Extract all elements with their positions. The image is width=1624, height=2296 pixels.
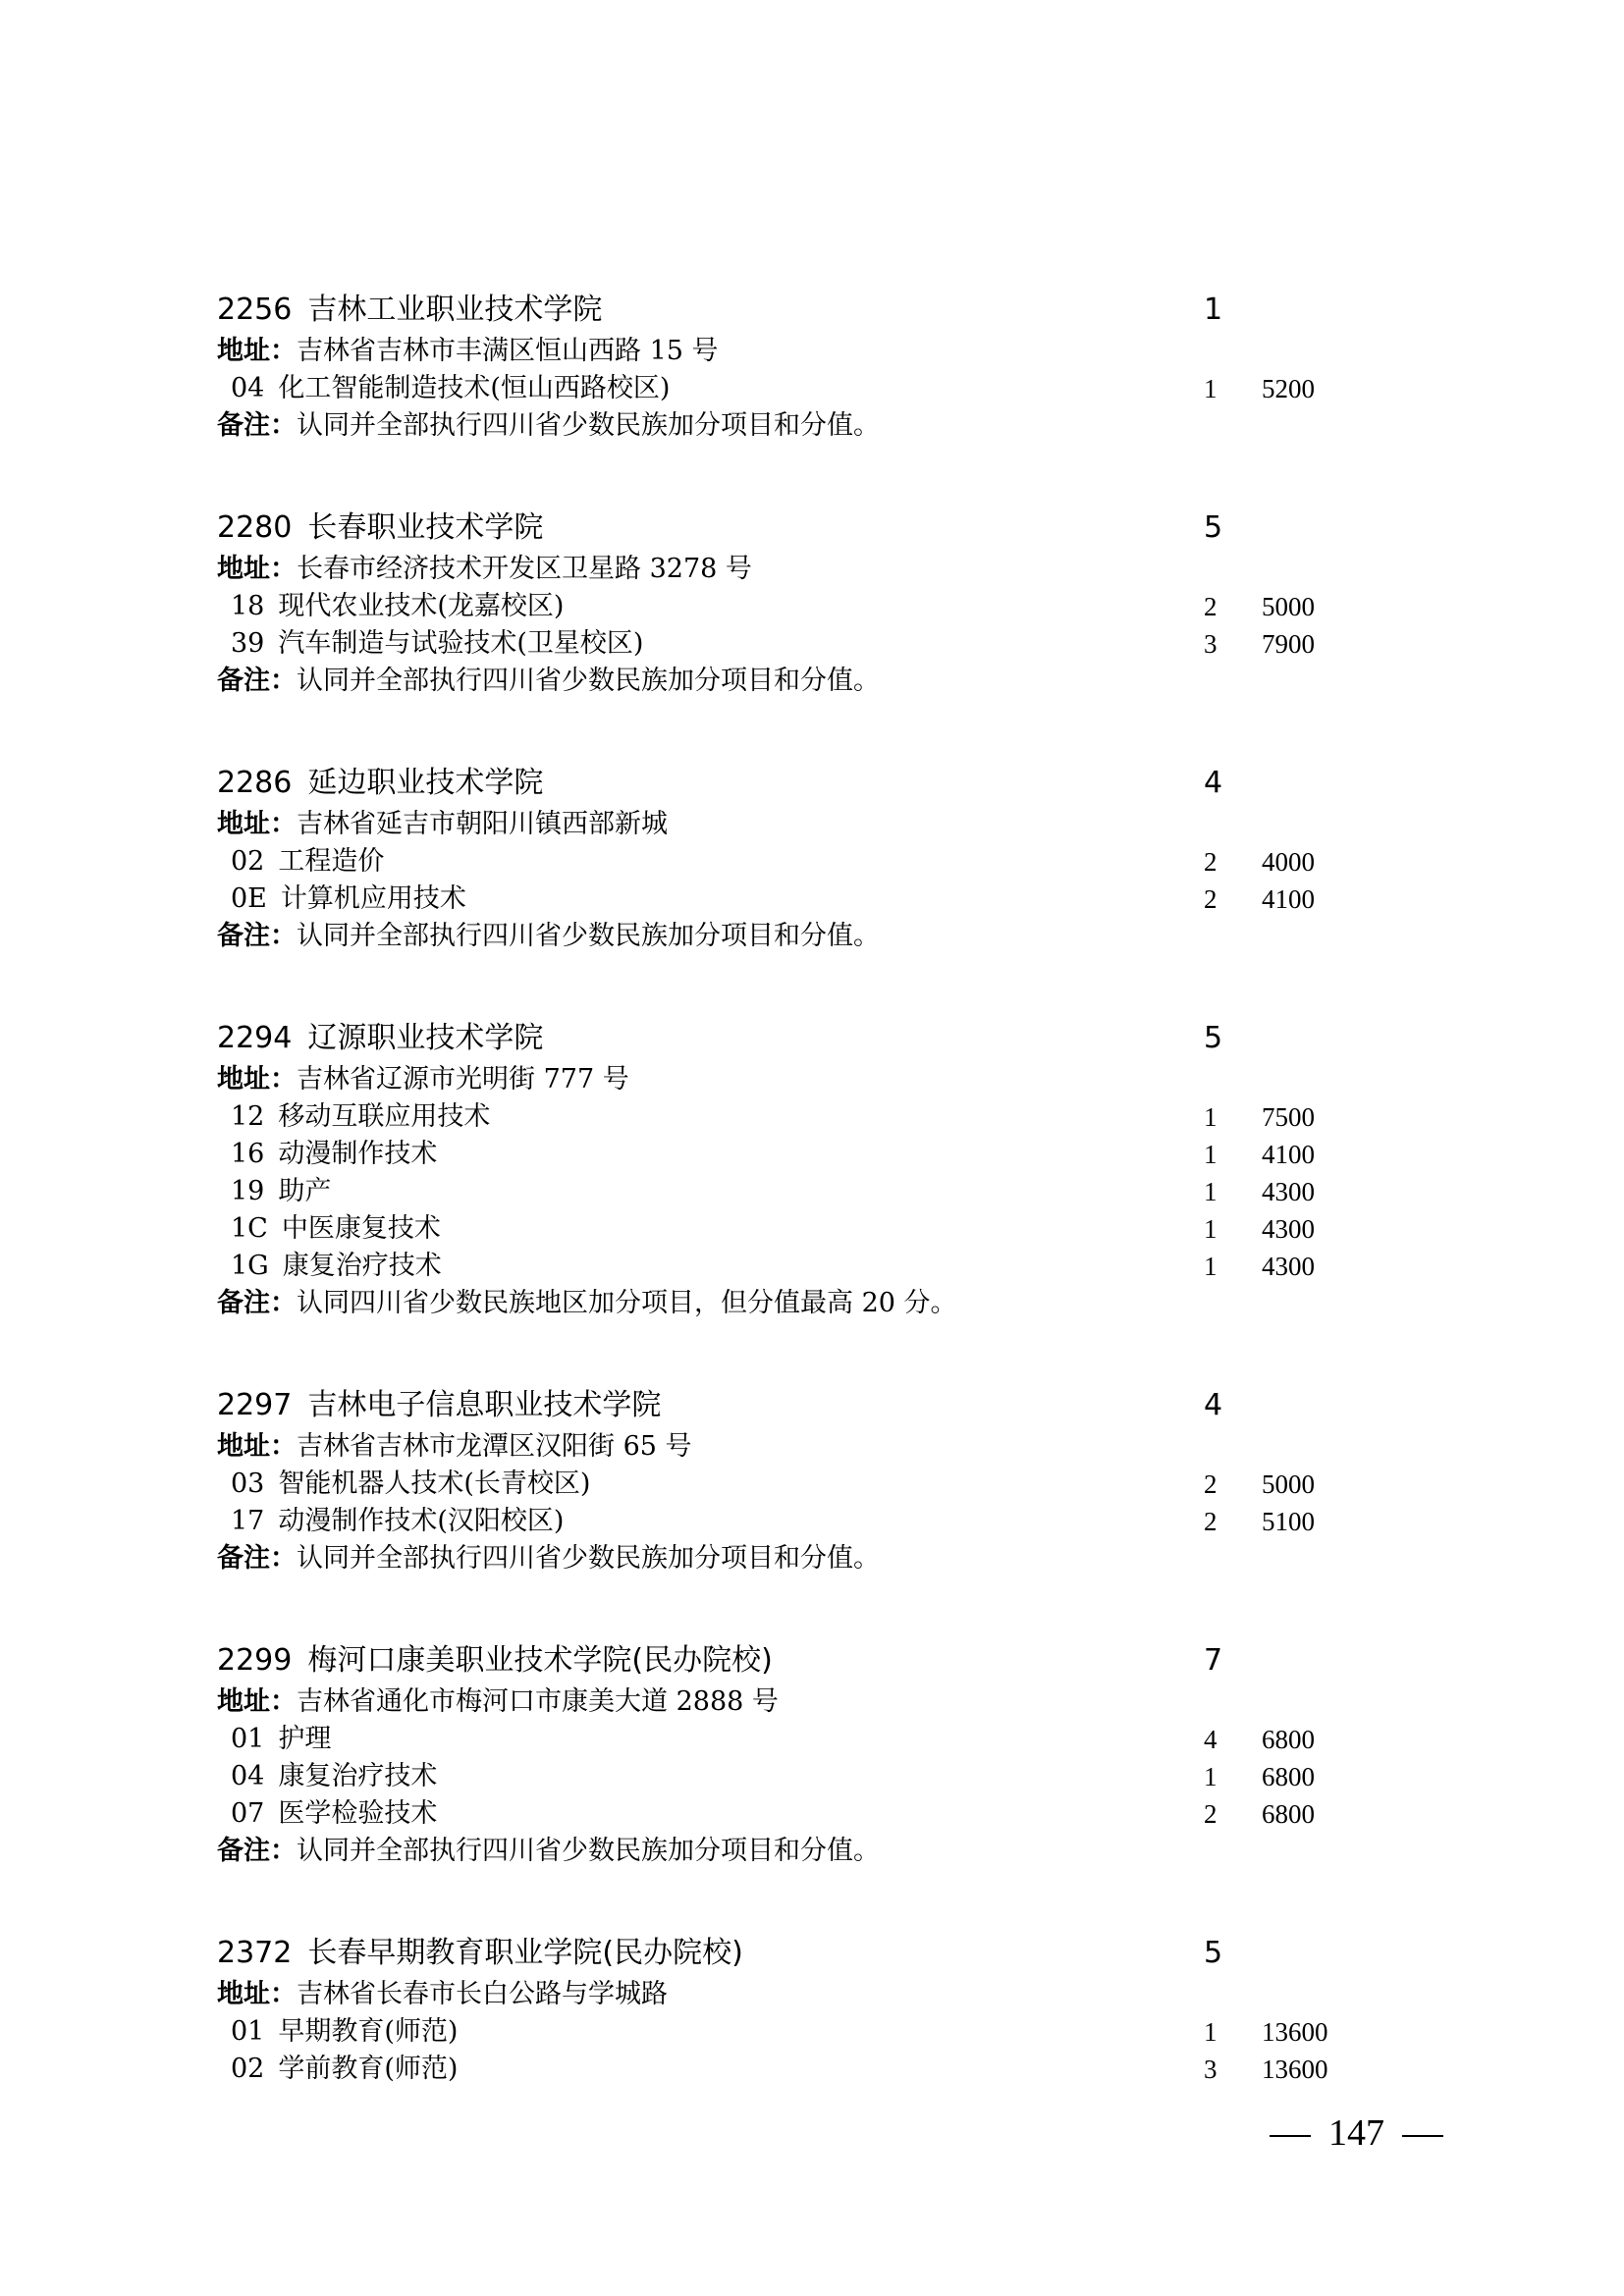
note-line	[217, 1833, 880, 1870]
major-row	[217, 588, 1346, 625]
note-line	[217, 407, 880, 445]
school-total-plan: 5	[1204, 1021, 1223, 1055]
school-address	[217, 1428, 1346, 1466]
school-code: 2297	[217, 1388, 293, 1422]
school-title	[217, 288, 602, 333]
address-line	[217, 1428, 692, 1466]
major-fee: 4100	[1262, 884, 1315, 914]
address-text: 吉林省延吉市朝阳川镇西部新城	[297, 809, 668, 839]
major-code: 19	[231, 1176, 265, 1206]
school-header	[217, 1638, 1346, 1683]
major-fee: 6800	[1262, 1725, 1315, 1754]
major-name: 中医康复技术	[281, 1213, 441, 1244]
major-fee: 4100	[1262, 1140, 1315, 1169]
major-name: 工程造价	[278, 846, 385, 877]
note-label: 备注：	[217, 1288, 297, 1318]
major-row	[217, 881, 1346, 918]
major-fee: 5000	[1262, 592, 1315, 621]
major-name: 现代农业技术(龙嘉校区)	[278, 591, 565, 621]
address-text: 吉林省通化市梅河口市康美大道 2888 号	[297, 1686, 779, 1717]
address-line	[217, 551, 752, 588]
major-fee: 13600	[1262, 2055, 1328, 2084]
major-label	[231, 1098, 490, 1136]
major-fee: 5000	[1262, 1469, 1315, 1499]
major-label	[231, 1248, 442, 1285]
school-entry	[217, 761, 1346, 955]
page-number	[1252, 2109, 1461, 2158]
school-total-plan: 5	[1204, 510, 1223, 545]
major-name: 医学检验技术	[278, 1798, 438, 1829]
school-header	[217, 506, 1346, 551]
address-label: 地址：	[217, 1686, 297, 1717]
school-title	[217, 1016, 543, 1061]
school-note	[217, 663, 1346, 700]
major-count: 2	[1204, 1507, 1218, 1536]
school-code: 2294	[217, 1021, 293, 1055]
major-code: 01	[231, 1724, 265, 1754]
address-label: 地址：	[217, 554, 297, 584]
major-count: 4	[1204, 1725, 1218, 1754]
major-count: 1	[1204, 1252, 1218, 1281]
major-code: 04	[231, 373, 265, 403]
major-count: 2	[1204, 592, 1218, 621]
address-label: 地址：	[217, 336, 297, 366]
major-code: 04	[231, 1761, 265, 1791]
major-fee: 13600	[1262, 2017, 1328, 2047]
major-fee: 4300	[1262, 1252, 1315, 1281]
major-name: 移动互联应用技术	[278, 1101, 491, 1132]
major-count: 1	[1204, 1102, 1218, 1132]
school-note	[217, 1540, 1346, 1577]
dash-left	[1270, 2135, 1311, 2137]
major-fee: 4300	[1262, 1177, 1315, 1206]
major-row	[217, 1098, 1346, 1136]
address-line	[217, 1683, 779, 1721]
note-label: 备注：	[217, 666, 297, 696]
school-address	[217, 1061, 1346, 1098]
major-name: 助产	[278, 1176, 332, 1206]
note-text: 认同并全部执行四川省少数民族加分项目和分值。	[297, 410, 880, 441]
school-total-plan: 7	[1204, 1643, 1223, 1678]
page-number-value: 147	[1328, 2112, 1384, 2154]
major-label	[231, 881, 466, 918]
major-row	[217, 1248, 1346, 1285]
major-code: 1C	[231, 1213, 268, 1244]
school-header	[217, 1931, 1346, 1976]
major-count: 1	[1204, 2017, 1218, 2047]
school-title	[217, 1931, 743, 1976]
major-label	[231, 1721, 331, 1758]
major-count: 2	[1204, 1469, 1218, 1499]
major-label	[231, 588, 564, 625]
major-code: 12	[231, 1101, 265, 1132]
major-row	[217, 1503, 1346, 1540]
address-text: 吉林省长春市长白公路与学城路	[297, 1979, 668, 2009]
major-count: 1	[1204, 1177, 1218, 1206]
school-name: 延边职业技术学院	[307, 766, 544, 800]
major-label	[231, 625, 643, 663]
major-name: 动漫制作技术	[278, 1139, 438, 1169]
school-note	[217, 1285, 1346, 1322]
major-code: 0E	[231, 883, 267, 914]
major-name: 早期教育(师范)	[278, 2016, 459, 2047]
major-fee: 7500	[1262, 1102, 1315, 1132]
school-total-plan: 5	[1204, 1936, 1223, 1970]
major-fee: 4000	[1262, 847, 1315, 877]
major-label	[231, 1210, 441, 1248]
major-row	[217, 1795, 1346, 1833]
school-title	[217, 506, 543, 551]
major-label	[231, 1503, 564, 1540]
school-code: 2299	[217, 1643, 293, 1678]
major-label	[231, 1758, 437, 1795]
major-name: 康复治疗技术	[278, 1761, 438, 1791]
major-row	[217, 1758, 1346, 1795]
school-header	[217, 761, 1346, 806]
major-row	[217, 1173, 1346, 1210]
major-count: 2	[1204, 1799, 1218, 1829]
major-name: 汽车制造与试验技术(卫星校区)	[278, 628, 644, 659]
note-text: 认同并全部执行四川省少数民族加分项目和分值。	[297, 1543, 880, 1574]
major-row	[217, 2051, 1346, 2088]
note-label: 备注：	[217, 1836, 297, 1866]
major-code: 16	[231, 1139, 265, 1169]
major-label	[231, 1173, 331, 1210]
address-label: 地址：	[217, 809, 297, 839]
note-line	[217, 918, 880, 955]
note-line	[217, 663, 880, 700]
school-code: 2280	[217, 510, 293, 545]
note-label: 备注：	[217, 410, 297, 441]
school-entry	[217, 1638, 1346, 1870]
school-total-plan: 4	[1204, 766, 1223, 800]
major-name: 学前教育(师范)	[278, 2054, 459, 2084]
school-header	[217, 288, 1346, 333]
major-fee: 4300	[1262, 1214, 1315, 1244]
school-code: 2372	[217, 1936, 293, 1970]
note-line	[217, 1540, 880, 1577]
major-name: 计算机应用技术	[280, 883, 466, 914]
address-text: 长春市经济技术开发区卫星路 3278 号	[297, 554, 752, 584]
address-label: 地址：	[217, 1979, 297, 2009]
major-count: 3	[1204, 2055, 1218, 2084]
address-label: 地址：	[217, 1064, 297, 1095]
major-label	[231, 1136, 437, 1173]
school-name: 长春早期教育职业学院(民办院校)	[307, 1936, 743, 1970]
school-address	[217, 333, 1346, 370]
school-address	[217, 806, 1346, 843]
major-row	[217, 1136, 1346, 1173]
major-count: 2	[1204, 847, 1218, 877]
school-total-plan: 1	[1204, 293, 1223, 327]
school-entry	[217, 1016, 1346, 1322]
major-count: 1	[1204, 374, 1218, 403]
school-note	[217, 407, 1346, 445]
note-line	[217, 1285, 957, 1322]
note-text: 认同并全部执行四川省少数民族加分项目和分值。	[297, 1836, 880, 1866]
major-code: 02	[231, 2054, 265, 2084]
major-fee: 6800	[1262, 1762, 1315, 1791]
address-label: 地址：	[217, 1431, 297, 1462]
major-code: 17	[231, 1506, 265, 1536]
major-fee: 7900	[1262, 629, 1315, 659]
school-name: 梅河口康美职业技术学院(民办院校)	[307, 1643, 773, 1678]
school-entry	[217, 506, 1346, 700]
major-name: 康复治疗技术	[282, 1251, 442, 1281]
major-label	[231, 370, 670, 407]
dash-right	[1402, 2135, 1443, 2137]
school-note	[217, 1833, 1346, 1870]
major-code: 02	[231, 846, 265, 877]
major-count: 2	[1204, 884, 1218, 914]
major-row	[217, 370, 1346, 407]
school-title	[217, 761, 543, 806]
document-body	[217, 288, 1346, 2088]
major-code: 03	[231, 1468, 265, 1499]
school-title	[217, 1383, 661, 1428]
school-entry	[217, 288, 1346, 445]
major-label	[231, 843, 384, 881]
address-line	[217, 806, 668, 843]
school-address	[217, 1976, 1346, 2013]
major-count: 3	[1204, 629, 1218, 659]
major-name: 化工智能制造技术(恒山西路校区)	[278, 373, 671, 403]
major-code: 18	[231, 591, 265, 621]
major-code: 01	[231, 2016, 265, 2047]
school-address	[217, 1683, 1346, 1721]
address-text: 吉林省吉林市丰满区恒山西路 15 号	[297, 336, 719, 366]
address-line	[217, 333, 719, 370]
school-header	[217, 1016, 1346, 1061]
school-name: 长春职业技术学院	[307, 510, 544, 545]
major-row	[217, 625, 1346, 663]
major-count: 1	[1204, 1762, 1218, 1791]
school-name: 吉林电子信息职业技术学院	[307, 1388, 662, 1422]
major-row	[217, 1210, 1346, 1248]
note-label: 备注：	[217, 921, 297, 951]
major-name: 护理	[278, 1724, 332, 1754]
major-code: 1G	[231, 1251, 269, 1281]
school-header	[217, 1383, 1346, 1428]
major-row	[217, 2013, 1346, 2051]
note-text: 认同并全部执行四川省少数民族加分项目和分值。	[297, 666, 880, 696]
school-note	[217, 918, 1346, 955]
school-code: 2256	[217, 293, 293, 327]
school-entry	[217, 1931, 1346, 2088]
school-name: 辽源职业技术学院	[307, 1021, 544, 1055]
major-fee: 6800	[1262, 1799, 1315, 1829]
address-line	[217, 1976, 668, 2013]
major-fee: 5200	[1262, 374, 1315, 403]
address-text: 吉林省辽源市光明街 777 号	[297, 1064, 629, 1095]
address-text: 吉林省吉林市龙潭区汉阳街 65 号	[297, 1431, 692, 1462]
major-label	[231, 1466, 590, 1503]
major-code: 39	[231, 628, 265, 659]
major-count: 1	[1204, 1140, 1218, 1169]
note-text: 认同并全部执行四川省少数民族加分项目和分值。	[297, 921, 880, 951]
major-label	[231, 2051, 458, 2088]
school-address	[217, 551, 1346, 588]
major-label	[231, 2013, 458, 2051]
school-entry	[217, 1383, 1346, 1577]
major-row	[217, 1466, 1346, 1503]
major-fee: 5100	[1262, 1507, 1315, 1536]
major-row	[217, 843, 1346, 881]
school-name: 吉林工业职业技术学院	[307, 293, 603, 327]
major-count: 1	[1204, 1214, 1218, 1244]
major-name: 动漫制作技术(汉阳校区)	[278, 1506, 565, 1536]
school-title	[217, 1638, 773, 1683]
major-name: 智能机器人技术(长青校区)	[278, 1468, 591, 1499]
note-text: 认同四川省少数民族地区加分项目，但分值最高 20 分。	[297, 1288, 957, 1318]
major-code: 07	[231, 1798, 265, 1829]
major-label	[231, 1795, 437, 1833]
major-row	[217, 1721, 1346, 1758]
school-code: 2286	[217, 766, 293, 800]
address-line	[217, 1061, 629, 1098]
note-label: 备注：	[217, 1543, 297, 1574]
school-total-plan: 4	[1204, 1388, 1223, 1422]
